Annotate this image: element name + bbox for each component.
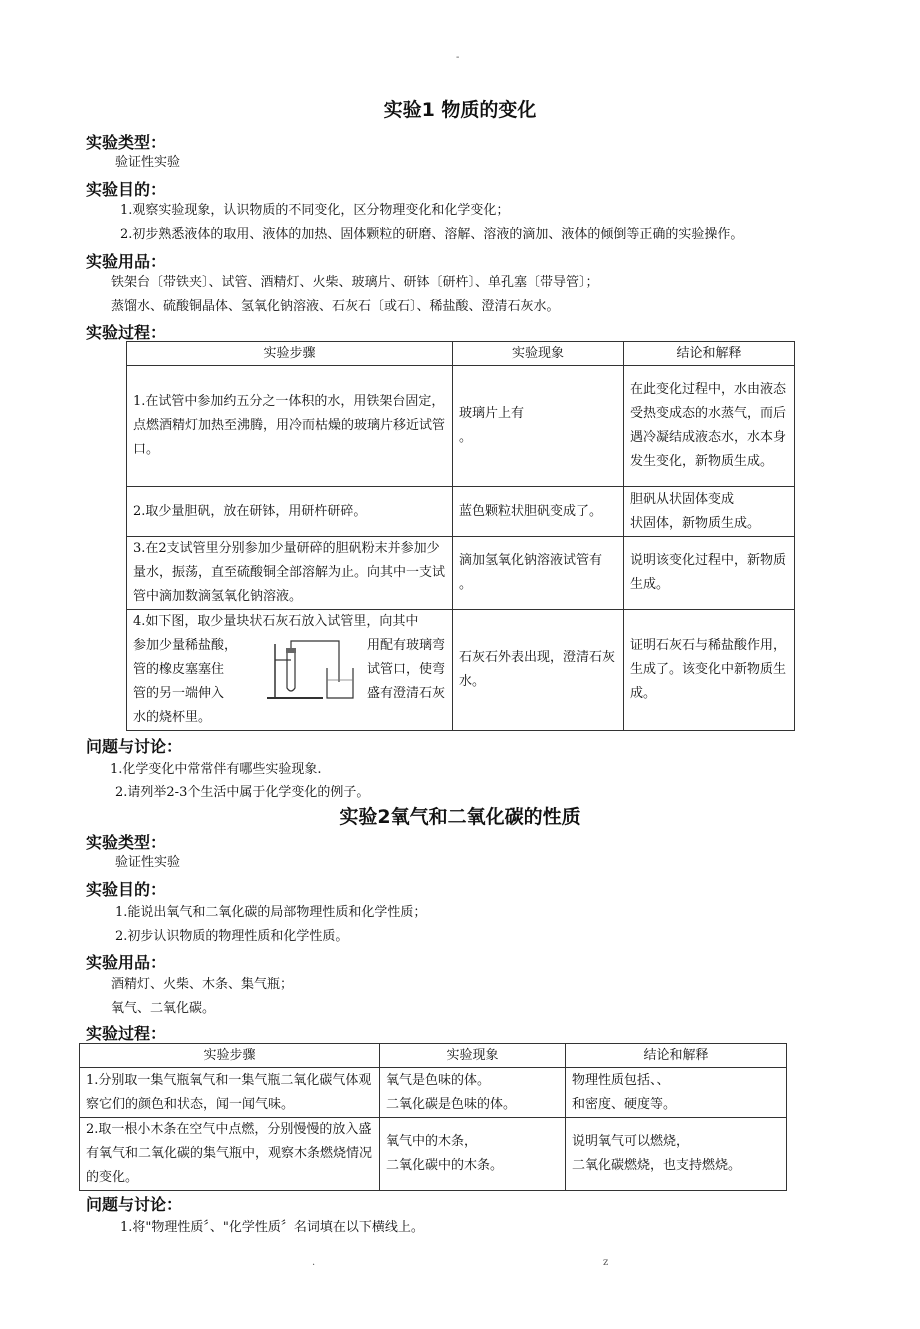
- exp1-header-step: 实验步骤: [127, 342, 453, 366]
- exp2-materials-2: 氧气、二氧化碳。: [111, 1001, 216, 1016]
- exp2-type-text: 验证性实验: [115, 855, 181, 870]
- exp1-table: [126, 341, 795, 731]
- table-row: [127, 487, 795, 537]
- exp1-type-heading: 实验类型：: [86, 133, 167, 152]
- exp1-row1-conclusion: 在此变化过程中，水由液态受热变成态的水蒸气，而后遇冷凝结成液态水，水本身 发生变化，新物质生成。: [624, 366, 795, 487]
- exp1-row4-step-last: 水的烧杯里。: [133, 710, 212, 725]
- rubber-stopper-icon: [286, 648, 296, 653]
- exp1-goal-1: 1.观察实验现象，认识物质的不同变化，区分物理变化和化学变化；: [120, 203, 510, 218]
- exp2-header-step: 实验步骤: [80, 1044, 380, 1068]
- exp2-header-conclusion: 结论和解释: [566, 1044, 787, 1068]
- exp2-goal-heading: 实验目的：: [86, 880, 167, 899]
- exp2-title: 实验2氧气和二氧化碳的性质: [339, 806, 581, 828]
- apparatus-figure: [263, 638, 363, 702]
- exp2-goal-2: 2.初步认识物质的物理性质和化学性质。: [115, 929, 349, 944]
- exp2-header-phenomenon: 实验现象: [380, 1044, 566, 1068]
- exp1-row4-step: [127, 610, 453, 731]
- exp2-discussion-1: 1.将"物理性质〞、"化学性质〞名词填在以下横线上。: [120, 1220, 424, 1235]
- exp2-goal-1: 1.能说出氧气和二氧化碳的局部物理性质和化学性质；: [115, 905, 427, 920]
- exp1-type-text: 验证性实验: [115, 155, 181, 170]
- exp1-row1-phenomenon: 玻璃片上有 。: [453, 366, 624, 487]
- exp1-title: 实验1 物质的变化: [383, 99, 537, 121]
- exp2-row2-phenomenon: 氧气中的木条， 二氧化碳中的木条。: [380, 1118, 566, 1191]
- exp1-row4-step-right-2: 试管口，使弯: [367, 662, 446, 677]
- footer-left-mark: .: [312, 1257, 316, 1268]
- footer-right-mark: z: [603, 1257, 609, 1268]
- exp1-materials-2: 蒸馏水、硫酸铜晶体、氢氧化钠溶液、石灰石〔或石〕、稀盐酸、澄清石灰水。: [111, 299, 560, 314]
- exp1-row2-phenomenon: 蓝色颗粒状胆矾变成了。: [453, 487, 624, 537]
- test-tube-icon: [287, 652, 295, 691]
- exp2-materials-heading: 实验用品：: [86, 953, 167, 972]
- table-row: [80, 1118, 787, 1191]
- exp2-row2-conclusion: 说明氧气可以燃烧， 二氧化碳燃烧，也支持燃烧。: [566, 1118, 787, 1191]
- exp1-row3-phenomenon: 滴加氢氧化钠溶液试管有 。: [453, 537, 624, 610]
- exp2-row2-step: 2.取一根小木条在空气中点燃，分别慢慢的放入盛有氧气和二氧化碳的集气瓶中，观察木条燃烧情况的变化。: [80, 1118, 380, 1191]
- bent-glass-tube: [291, 641, 339, 682]
- exp2-type-heading: 实验类型：: [86, 833, 167, 852]
- exp2-row1-conclusion: 物理性质包括、、 和密度、硬度等。: [566, 1068, 787, 1118]
- exp1-discussion-heading: 问题与讨论：: [86, 737, 183, 756]
- exp2-table: [79, 1043, 787, 1191]
- exp1-row4-step-right: [367, 634, 445, 706]
- exp1-row4-step-line1: 4.如下图，取少量块状石灰石放入试管里，向其中: [133, 614, 419, 629]
- exp1-materials-heading: 实验用品：: [86, 252, 167, 271]
- table-row: [127, 610, 795, 731]
- exp1-row4-step-left: [133, 634, 263, 706]
- exp1-process-heading: 实验过程：: [86, 323, 167, 342]
- exp2-process-heading: 实验过程：: [86, 1024, 167, 1043]
- exp2-materials-1: 酒精灯、火柴、木条、集气瓶；: [111, 977, 294, 992]
- exp1-materials-1: 铁架台〔带铁夹〕、试管、酒精灯、火柴、玻璃片、研钵〔研杵〕、单孔塞〔带导管〕；: [111, 275, 599, 290]
- beaker-icon: [327, 668, 353, 698]
- table-row: [80, 1068, 787, 1118]
- exp1-row4-step-right-1: 用配有玻璃弯: [367, 638, 446, 653]
- exp1-discussion-1: 1.化学变化中常常伴有哪些实验现象.: [110, 762, 322, 777]
- exp1-row3-step: 3.在2支试管里分别参加少量研碎的胆矾粉末并参加少量水，振荡，直至硫酸铜全部溶解为止。向其中一支试管中滴加数滴氢氧化钠溶液。: [127, 537, 453, 610]
- exp1-discussion-2: 2.请列举2-3个生活中属于化学变化的例子。: [115, 785, 370, 800]
- exp1-row4-phenomenon: 石灰石外表出现，澄清石灰水。: [453, 610, 624, 731]
- exp1-row4-step-left-1: 参加少量稀盐酸，: [133, 638, 238, 653]
- exp2-row1-step: 1.分别取一集气瓶氧气和一集气瓶二氧化碳气体观察它们的颜色和状态，闻一闻气味。: [80, 1068, 380, 1118]
- page-top-mark: -: [456, 52, 460, 63]
- exp1-header-phenomenon: 实验现象: [453, 342, 624, 366]
- exp1-row2-conclusion: 胆矾从状固体变成 状固体，新物质生成。: [624, 487, 795, 537]
- exp1-goal-heading: 实验目的：: [86, 180, 167, 199]
- exp1-row3-conclusion: 说明该变化过程中，新物质生成。: [624, 537, 795, 610]
- exp1-header-conclusion: 结论和解释: [624, 342, 795, 366]
- exp1-row4-step-right-3: 盛有澄清石灰: [367, 686, 446, 701]
- exp2-row1-phenomenon: 氧气是色味的体。 二氧化碳是色味的体。: [380, 1068, 566, 1118]
- table-row: [127, 366, 795, 487]
- exp1-row4-step-figure-row: [133, 634, 446, 706]
- exp2-discussion-heading: 问题与讨论：: [86, 1195, 183, 1214]
- exp1-goal-2: 2.初步熟悉液体的取用、液体的加热、固体颗粒的研磨、溶解、溶液的滴加、液体的倾倒等正确的实验操作。: [120, 227, 744, 242]
- exp1-row4-step-left-3: 管的另一端伸入: [133, 686, 225, 701]
- exp1-row4-step-left-2: 管的橡皮塞塞住: [133, 662, 225, 677]
- table-row: [127, 537, 795, 610]
- exp1-row1-step: 1.在试管中参加约五分之一体积的水，用铁架台固定，点燃酒精灯加热至沸腾，用冷而枯燥的玻璃片移近试管口。: [127, 366, 453, 487]
- exp1-row4-conclusion: 证明石灰石与稀盐酸作用，生成了。该变化中新物质生成。: [624, 610, 795, 731]
- exp1-row2-step: 2.取少量胆矾，放在研钵，用研杵研碎。: [127, 487, 453, 537]
